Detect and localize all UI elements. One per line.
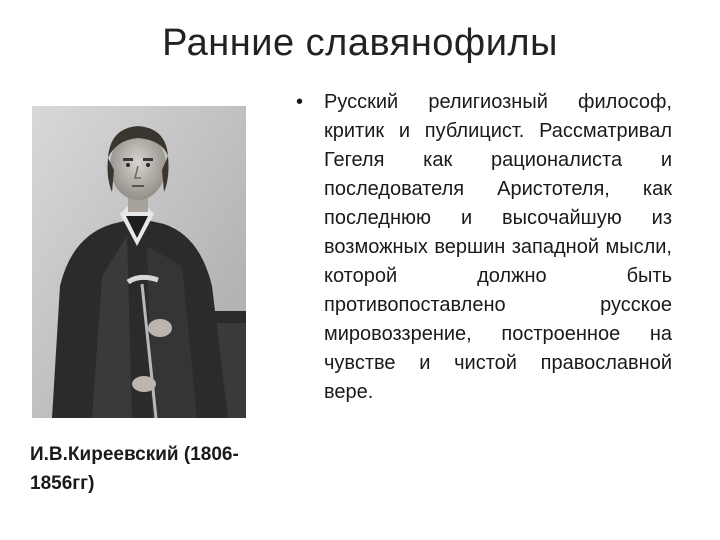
portrait-photo [32, 106, 246, 418]
portrait-caption: И.В.Киреевский (1806-1856гг) [30, 444, 239, 495]
description-text: Русский религиозный философ, критик и публицист. Рассматривал Гегеля как рационалиста и последователя Аристотеля, как последнюю и высочайшую из возможных вершин западной мысли, которой должно быть противопоставлено русское мировоззрение, построенное на чувстве и чистой православной вере. [324, 91, 672, 403]
bullet-marker: • [296, 91, 304, 113]
description-block [296, 88, 672, 407]
slide-title: Ранние славянофилы [162, 22, 558, 64]
